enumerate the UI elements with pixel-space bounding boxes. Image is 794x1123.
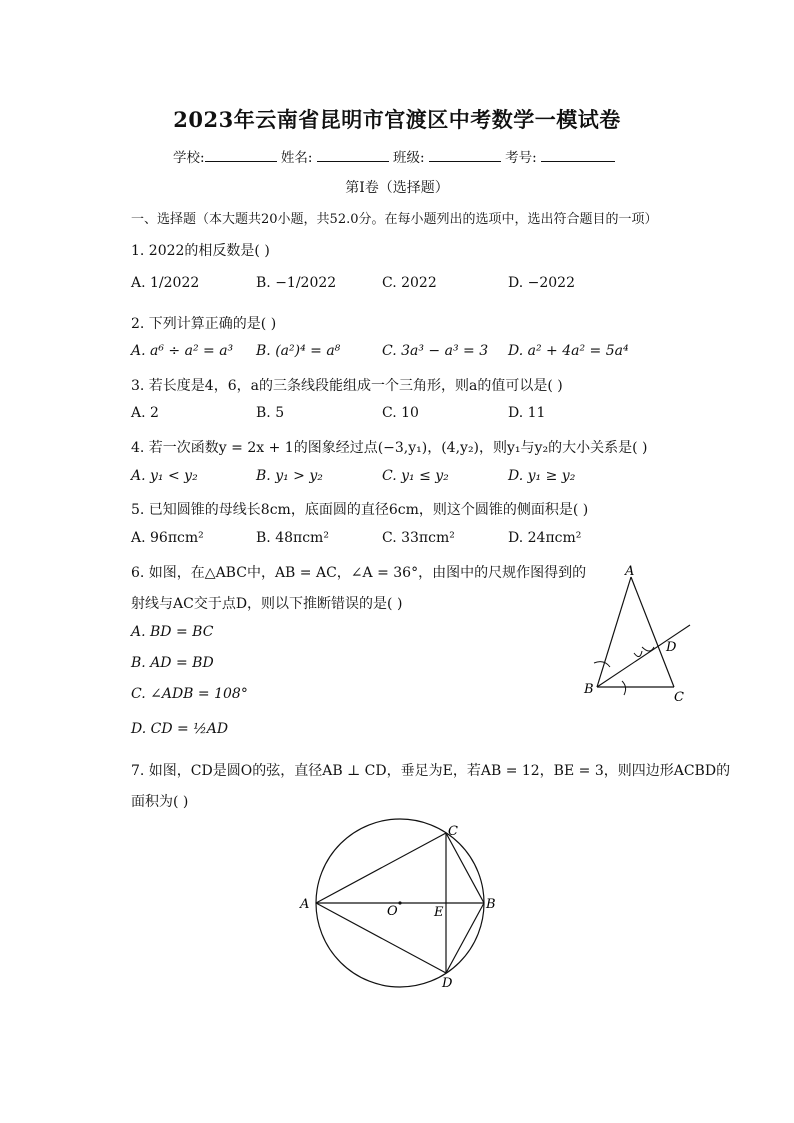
q2-option-b: B. (a²)⁴ = a⁸ (256, 343, 341, 359)
section-heading: 一、选择题（本大题共20小题，共52.0分。在每小题列出的选项中，选出符合题目的一项） (131, 212, 658, 227)
q7-stem-line2: 面积为( ) (131, 794, 189, 810)
volume-heading: 第Ⅰ卷（选择题） (345, 180, 449, 196)
q2-stem: 2. 下列计算正确的是( ) (131, 316, 277, 332)
fig6-label-d: D (666, 640, 677, 655)
fig7-label-a: A (300, 897, 310, 912)
fig7-label-e: E (434, 905, 444, 920)
q1-option-d: D. −2022 (508, 275, 575, 291)
q4-option-b: B. y₁ > y₂ (256, 468, 323, 484)
q3-option-a: A. 2 (131, 405, 159, 421)
q3-option-b: B. 5 (256, 405, 285, 421)
q5-option-c: C. 33πcm² (382, 530, 455, 546)
q6-stem-line2: 射线与AC交于点D，则以下推断错误的是( ) (131, 596, 403, 612)
q2-option-d: D. a² + 4a² = 5a⁴ (508, 343, 629, 359)
q2-option-c: C. 3a³ − a³ = 3 (382, 343, 489, 359)
q1-stem: 1. 2022的相反数是( ) (131, 243, 270, 259)
class-label: 班级: (393, 150, 425, 166)
page-title: 2023年云南省昆明市官渡区中考数学一模试卷 (173, 107, 621, 132)
q3-stem: 3. 若长度是4，6，a的三条线段能组成一个三角形，则a的值可以是( ) (131, 378, 563, 394)
q4-stem: 4. 若一次函数y = 2x + 1的图象经过点(−3,y₁)，(4,y₂)，则y₁与y₂的大小关系是( ) (131, 440, 648, 456)
fig7-label-o: O (387, 904, 398, 919)
fig7-label-b: B (486, 897, 496, 912)
q4-option-c: C. y₁ ≤ y₂ (382, 468, 449, 484)
q5-option-d: D. 24πcm² (508, 530, 582, 546)
fig7-label-d: D (442, 976, 453, 991)
q1-option-c: C. 2022 (382, 275, 437, 291)
q3-option-d: D. 11 (508, 405, 546, 421)
name-label: 姓名: (280, 150, 313, 166)
name-blank (317, 148, 389, 162)
q4-option-a: A. y₁ < y₂ (131, 468, 198, 484)
q6-option-b: B. AD = BD (131, 655, 214, 671)
fig6-label-c: C (674, 690, 684, 705)
q5-option-b: B. 48πcm² (256, 530, 329, 546)
q6-triangle-figure (570, 555, 700, 710)
q7-stem-line1: 7. 如图，CD是圆O的弦，直径AB ⊥ CD，垂足为E，若AB = 12，BE = 3，则四边形ACBD的 (131, 763, 731, 779)
fig6-label-b: B (584, 682, 594, 697)
q7-circle-figure (295, 815, 505, 995)
q2-option-a: A. a⁶ ÷ a² = a³ (131, 343, 234, 359)
q6-option-c: C. ∠ADB = 108° (131, 686, 248, 702)
student-info-line (173, 146, 615, 166)
exam-no-blank (541, 148, 615, 162)
q6-stem-line1: 6. 如图，在△ABC中，AB = AC，∠A = 36°，由图中的尺规作图得到的 (131, 565, 587, 581)
q5-stem: 5. 已知圆锥的母线长8cm，底面圆的直径6cm，则这个圆锥的侧面积是( ) (131, 502, 589, 518)
school-label: 学校: (173, 150, 205, 166)
school-blank (205, 148, 277, 162)
q5-option-a: A. 96πcm² (131, 530, 204, 546)
q1-option-a: A. 1/2022 (131, 275, 200, 291)
q4-option-d: D. y₁ ≥ y₂ (508, 468, 576, 484)
q6-option-d: D. CD = ½AD (131, 721, 229, 737)
fig7-label-c: C (448, 824, 458, 839)
class-blank (429, 148, 501, 162)
exam-no-label: 考号: (505, 150, 537, 166)
q1-option-b: B. −1/2022 (256, 275, 337, 291)
fig6-label-a: A (625, 564, 635, 579)
q3-option-c: C. 10 (382, 405, 419, 421)
q6-option-a: A. BD = BC (131, 624, 214, 640)
